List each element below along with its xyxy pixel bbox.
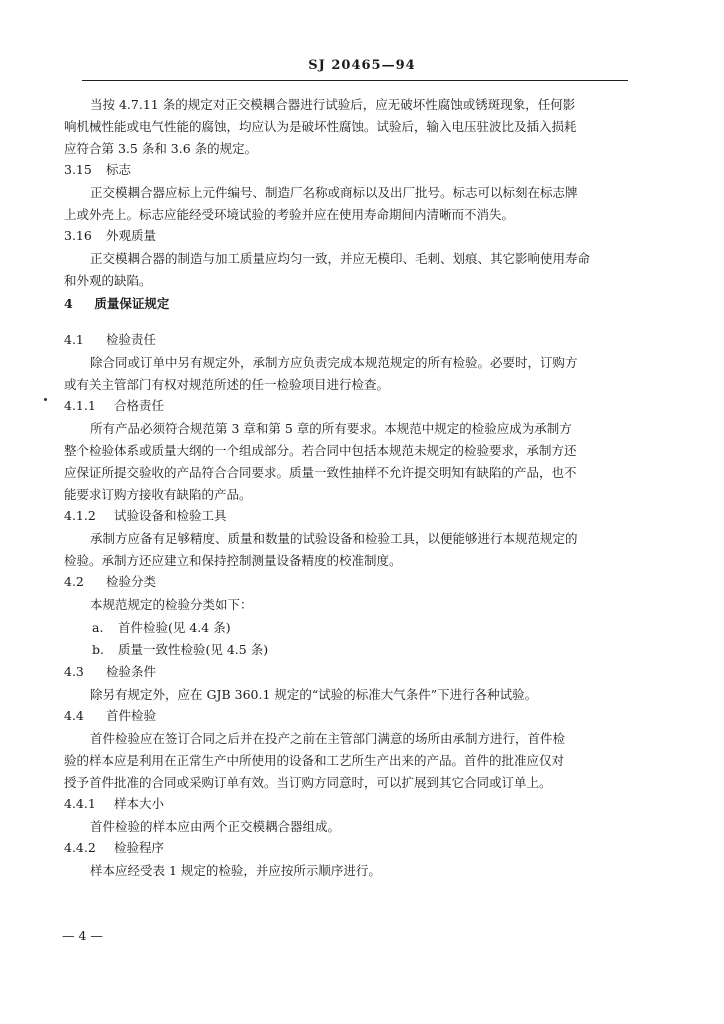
clause-number: 4.4.1 [64,796,96,811]
text-line: 首件检验应在签订合同之后并在投产之前在主管部门满意的场所由承制方进行，首件检 [90,731,566,746]
text-line: 授予首件批准的合同或采购订单有效。当订购方同意时，可以扩展到其它合同或订单上。 [64,775,552,790]
clause-4-2-body [64,594,624,616]
header-rule [82,80,628,81]
paragraph-continuation [64,94,624,160]
clause-4-4-heading [64,706,156,724]
clause-title: 样本大小 [113,796,164,811]
clause-number: 4.1 [64,332,84,347]
clause-4-4-2-body [64,860,624,882]
text-line: 或有关主管部门有权对规范所述的任一检验项目进行检查。 [64,377,390,392]
clause-3-16-heading [64,226,156,244]
text-line: 正交模耦合器应标上元件编号、制造厂名称或商标以及出厂批号。标志可以标刻在标志牌 [90,185,578,200]
list-item [92,618,231,636]
clause-4-1-2-heading [64,506,227,524]
page-number: — 4 — [62,928,103,943]
text-line: 响机械性能或电气性能的腐蚀，均应认为是破坏性腐蚀。试验后，输入电压驻波比及插入损耗 [64,119,577,134]
text-line: 应符合第 3.5 条和 3.6 条的规定。 [64,141,258,156]
text-line: 承制方应备有足够精度、质量和数量的试验设备和检验工具，以便能够进行本规范规定的 [90,531,578,546]
clause-title: 试验设备和检验工具 [113,508,227,523]
text-line: 检验。承制方还应建立和保持控制测量设备精度的校准制度。 [64,553,402,568]
clause-number: 3.16 [64,228,92,243]
text-line: 所有产品必须符合规范第 3 章和第 5 章的所有要求。本规范中规定的检验应成为承制方 [90,421,572,436]
clause-number: 4.3 [64,664,84,679]
clause-4-1-body [64,352,624,396]
list-marker: a. [92,620,104,635]
clause-4-4-1-body [64,816,624,838]
list-text: 首件检验(见 4.4 条) [118,620,231,635]
text-line: 和外观的缺陷。 [64,273,152,288]
clause-title: 检验条件 [105,664,156,679]
list-item [92,640,268,658]
clause-3-16-body [64,248,624,292]
clause-4-1-1-heading [64,396,164,414]
clause-4-3-body [64,684,624,706]
clause-4-1-heading [64,330,156,348]
text-line: 当按 4.7.11 条的规定对正交模耦合器进行试验后，应无破坏性腐蚀或锈斑现象，任何影 [90,97,576,112]
clause-number: 3.15 [64,162,92,177]
text-line: 应保证所提交验收的产品符合合同要求。质量一致性抽样不允许提交明知有缺陷的产品，也不 [64,465,577,480]
clause-4-4-body [64,728,624,794]
text-line: 上或外壳上。标志应能经受环境试验的考验并应在使用寿命期间内清晰而不消失。 [64,207,515,222]
clause-3-15-heading [64,160,131,178]
clause-4-4-2-heading [64,838,164,856]
list-text: 质量一致性检验(见 4.5 条) [118,642,269,657]
list-marker: b. [92,642,104,657]
clause-4-1-2-body [64,528,624,572]
standard-code: SJ 20465—94 [308,58,416,73]
clause-number: 4.1.1 [64,398,96,413]
clause-number: 4.4.2 [64,840,96,855]
text-line: 样本应经受表 1 规定的检验，并应按所示顺序进行。 [90,863,381,878]
text-line: 本规范规定的检验分类如下： [90,597,253,612]
scan-speck [44,398,47,401]
text-line: 除另有规定外，应在 GJB 360.1 规定的“试验的标准大气条件”下进行各种试验。 [90,687,538,702]
clause-4-1-1-body [64,418,624,506]
clause-4-4-1-heading [64,794,164,812]
text-line: 整个检验体系或质量大纲的一个组成部分。若合同中包括本规范未规定的检验要求，承制方还 [64,443,577,458]
clause-number: 4.4 [64,708,84,723]
chapter-title: 质量保证规定 [94,296,170,311]
chapter-number: 4 [64,296,73,311]
text-line: 能要求订购方接收有缺陷的产品。 [64,487,252,502]
clause-title: 检验程序 [113,840,164,855]
clause-title: 标志 [105,162,131,177]
text-line: 除合同或订单中另有规定外，承制方应负责完成本规范规定的所有检验。必要时，订购方 [90,355,578,370]
clause-4-2-heading [64,572,156,590]
clause-number: 4.1.2 [64,508,96,523]
clause-number: 4.2 [64,574,84,589]
clause-title: 检验责任 [105,332,156,347]
text-line: 首件检验的样本应由两个正交模耦合器组成。 [90,819,341,834]
text-line: 正交模耦合器的制造与加工质量应均匀一致，并应无模印、毛刺、划痕、其它影响使用寿命 [90,251,591,266]
clause-title: 合格责任 [113,398,164,413]
clause-4-3-heading [64,662,156,680]
clause-title: 检验分类 [105,574,156,589]
clause-3-15-body [64,182,624,226]
clause-title: 首件检验 [105,708,156,723]
text-line: 验的样本应是利用在正常生产中所使用的设备和工艺所生产出来的产品。首件的批准应仅对 [64,753,565,768]
clause-title: 外观质量 [105,228,156,243]
chapter-4-heading [64,294,169,312]
